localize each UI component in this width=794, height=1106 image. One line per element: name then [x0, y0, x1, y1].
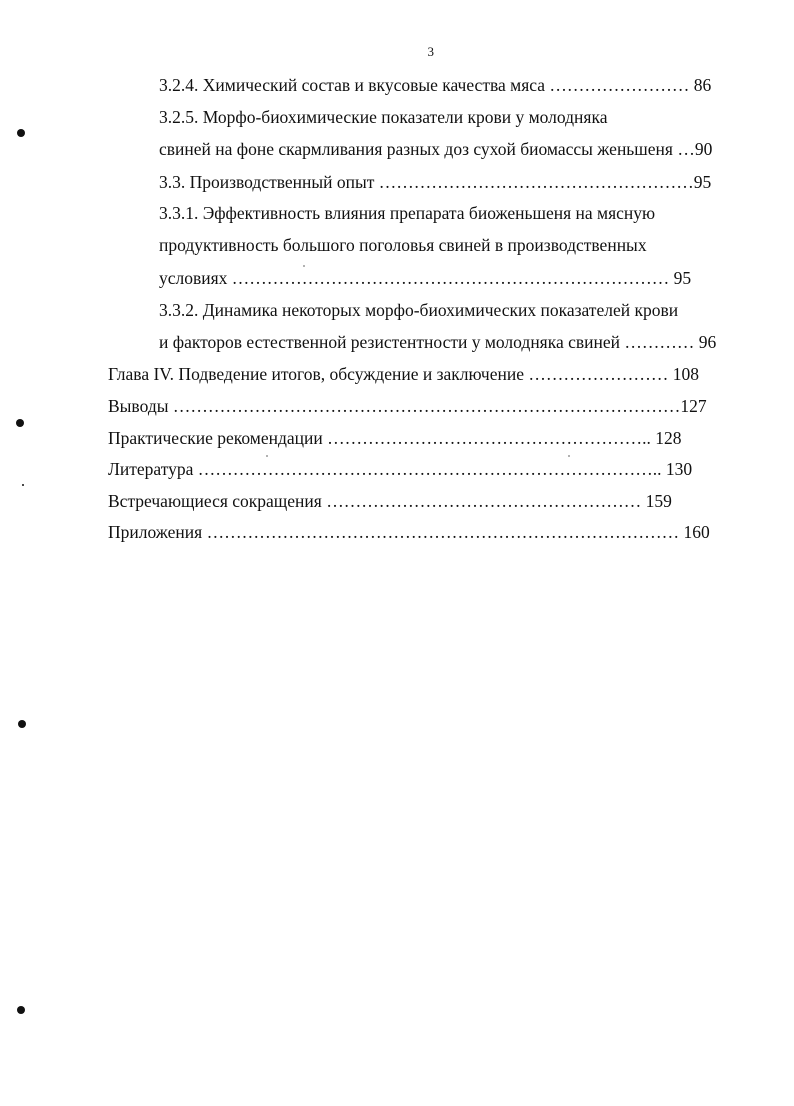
toc-entry: продуктивность большого поголовья свиней в производственных — [159, 235, 647, 255]
scan-mark — [17, 129, 25, 137]
toc-entry: 3.3.2. Динамика некоторых морфо-биохимических показателей крови — [159, 300, 679, 320]
scan-speck — [266, 455, 268, 457]
toc-entry: 3.3.1. Эффективность влияния препарата биоженьшеня на мясную — [159, 203, 656, 223]
toc-entry: и факторов естественной резистентности у молодняка свиней ………… 96 — [159, 332, 717, 352]
toc-entry: Практические рекомендации ……………………………………………….. 128 — [108, 428, 682, 448]
scan-mark — [16, 419, 24, 427]
toc-entry: Литература …………………………………………………………………….. 130 — [108, 459, 693, 479]
toc-entry: условиях ………………………………………………………………… 95 — [159, 268, 692, 288]
scan-mark — [22, 484, 24, 486]
toc-entry: 3.3. Производственный опыт ………………………………………………95 — [159, 172, 712, 192]
toc-entry: Глава IV. Подведение итогов, обсуждение и заключение …………………… 108 — [108, 364, 699, 384]
scan-mark — [18, 720, 26, 728]
toc-entry: 3.2.4. Химический состав и вкусовые качества мяса …………………… 86 — [159, 75, 712, 95]
page-number: 3 — [427, 44, 435, 59]
toc-entry: свиней на фоне скармливания разных доз сухой биомассы женьшеня …90 — [159, 139, 713, 159]
scan-mark — [17, 1006, 25, 1014]
scan-speck — [303, 265, 305, 267]
toc-entry: Приложения ……………………………………………………………………… 160 — [108, 522, 710, 542]
scan-speck — [568, 455, 570, 457]
toc-entry: Выводы ……………………………………………………………………………127 — [108, 396, 707, 416]
toc-entry: Встречающиеся сокращения ……………………………………………… 159 — [108, 491, 672, 511]
toc-entry: 3.2.5. Морфо-биохимические показатели крови у молодняка — [159, 107, 608, 127]
